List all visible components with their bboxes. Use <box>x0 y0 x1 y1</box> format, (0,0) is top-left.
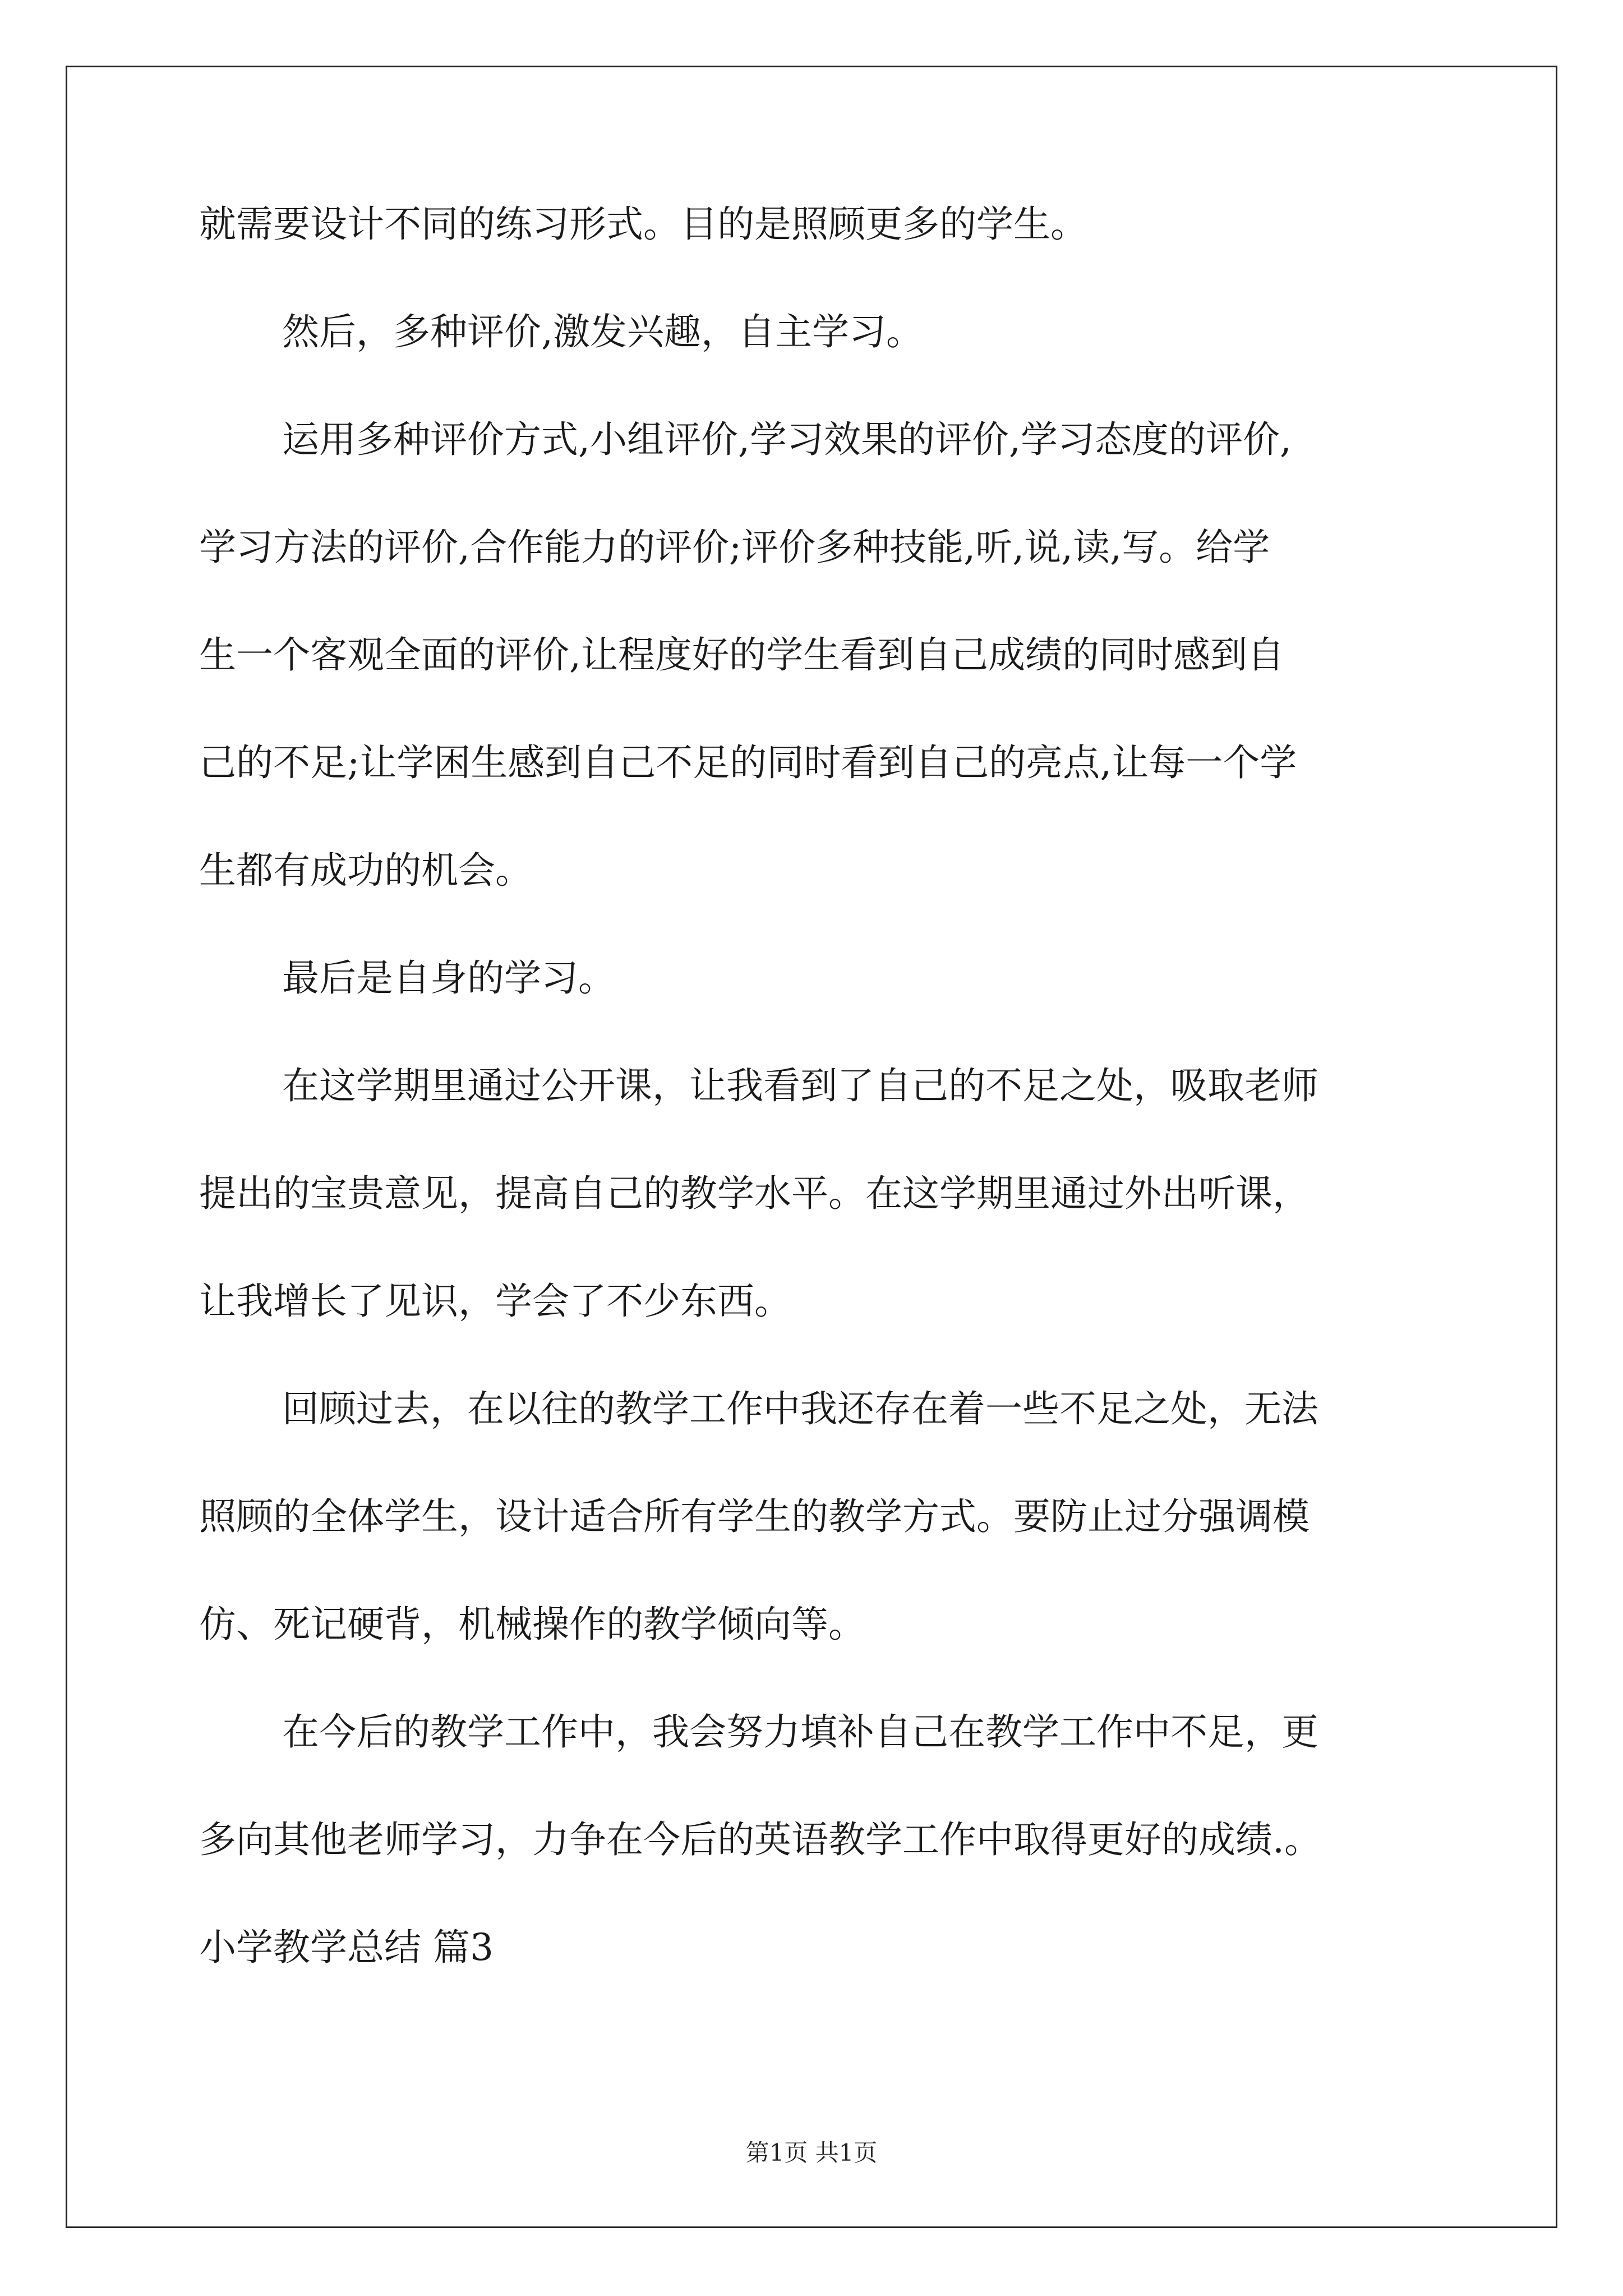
text-line: 仿、死记硬背，机械操作的教学倾向等。 <box>199 1603 865 1646</box>
text-line: 然后，多种评价,激发兴趣，自主学习。 <box>282 310 923 353</box>
text-line: 生都有成功的机会。 <box>199 849 532 892</box>
section-heading: 小学教学总结 篇3 <box>199 1926 494 1969</box>
text-line: 照顾的全体学生，设计适合所有学生的教学方式。要防止过分强调模 <box>199 1495 1310 1538</box>
text-line: 学习方法的评价,合作能力的评价;评价多种技能,听,说,读,写。给学 <box>199 526 1270 569</box>
text-line: 生一个客观全面的评价,让程度好的学生看到自己成绩的同时感到自 <box>199 633 1284 677</box>
text-line: 回顾过去，在以往的教学工作中我还存在着一些不足之处，无法 <box>282 1387 1318 1430</box>
text-line: 提出的宝贵意见，提高自己的教学水平。在这学期里通过外出听课， <box>199 1172 1310 1215</box>
text-line: 让我增长了见识，学会了不少东西。 <box>199 1280 791 1323</box>
page-border <box>66 66 1557 2228</box>
text-line: 在这学期里通过公开课，让我看到了自己的不足之处，吸取老师 <box>282 1064 1318 1107</box>
text-line: 就需要设计不同的练习形式。目的是照顾更多的学生。 <box>199 203 1087 246</box>
text-line: 多向其他老师学习，力争在今后的英语教学工作中取得更好的成绩.。 <box>199 1818 1321 1861</box>
text-line: 在今后的教学工作中，我会努力填补自己在教学工作中不足，更 <box>282 1710 1318 1754</box>
text-line: 最后是自身的学习。 <box>282 956 615 1000</box>
text-line: 运用多种评价方式,小组评价,学习效果的评价,学习态度的评价, <box>282 418 1292 461</box>
page-number: 第1页 共1页 <box>745 2139 878 2166</box>
text-line: 己的不足;让学困生感到自己不足的同时看到自己的亮点,让每一个学 <box>199 741 1297 784</box>
